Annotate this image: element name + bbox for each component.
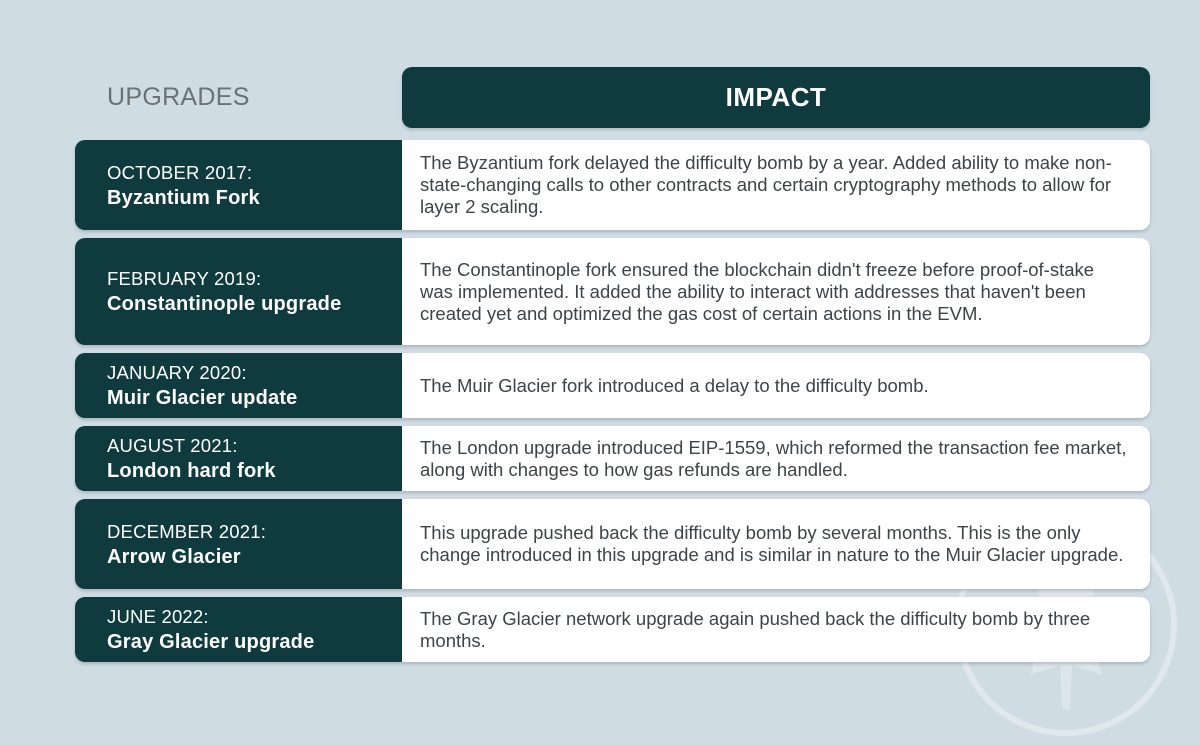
- impact-cell: The Muir Glacier fork introduced a delay to the difficulty bomb.: [402, 353, 1150, 418]
- table-row: [75, 353, 1150, 418]
- upgrade-cell: [75, 426, 402, 491]
- upgrade-name: Byzantium Fork: [107, 186, 260, 209]
- impact-column-header: IMPACT: [402, 67, 1150, 128]
- upgrade-name: London hard fork: [107, 460, 276, 482]
- upgrades-table: [75, 67, 1150, 670]
- impact-cell: This upgrade pushed back the difficulty bomb by several months. This is the only change introduced in this upgrade and is similar in nature to the Muir Glacier upgrade.: [402, 499, 1150, 589]
- upgrade-cell: [75, 597, 402, 662]
- impact-cell: The Gray Glacier network upgrade again pushed back the difficulty bomb by three months.: [402, 597, 1150, 662]
- upgrade-date: OCTOBER 2017:: [107, 161, 253, 183]
- upgrade-name: Arrow Glacier: [107, 545, 241, 568]
- upgrade-cell: [75, 238, 402, 345]
- upgrade-name: Muir Glacier update: [107, 387, 298, 409]
- upgrades-column-header: UPGRADES: [107, 83, 250, 111]
- impact-cell: The Byzantium fork delayed the difficulty bomb by a year. Added ability to make non-state-changing calls to other contracts and certain cryptography methods to allow for layer 2 scaling.: [402, 140, 1150, 230]
- table-row: [75, 426, 1150, 491]
- upgrade-date: JANUARY 2020:: [107, 362, 247, 383]
- table-row: [75, 238, 1150, 345]
- upgrade-cell: [75, 499, 402, 589]
- impact-cell: The Constantinople fork ensured the blockchain didn't freeze before proof-of-stake was implemented. It added the ability to interact with addresses that haven't been created yet and optimized the gas cost of certain actions in the EVM.: [402, 238, 1150, 345]
- upgrade-name: Constantinople upgrade: [107, 293, 342, 315]
- upgrade-name: Gray Glacier upgrade: [107, 631, 315, 653]
- upgrade-date: FEBRUARY 2019:: [107, 268, 262, 289]
- table-row: [75, 499, 1150, 589]
- upgrade-cell: [75, 140, 402, 230]
- impact-cell: The London upgrade introduced EIP-1559, which reformed the transaction fee market, along with changes to how gas refunds are handled.: [402, 426, 1150, 491]
- table-row: [75, 140, 1150, 230]
- table-header: [75, 67, 1150, 128]
- upgrade-date: DECEMBER 2021:: [107, 520, 267, 542]
- upgrade-date: AUGUST 2021:: [107, 435, 238, 456]
- table-row: [75, 597, 1150, 662]
- upgrade-date: JUNE 2022:: [107, 606, 209, 627]
- upgrade-cell: [75, 353, 402, 418]
